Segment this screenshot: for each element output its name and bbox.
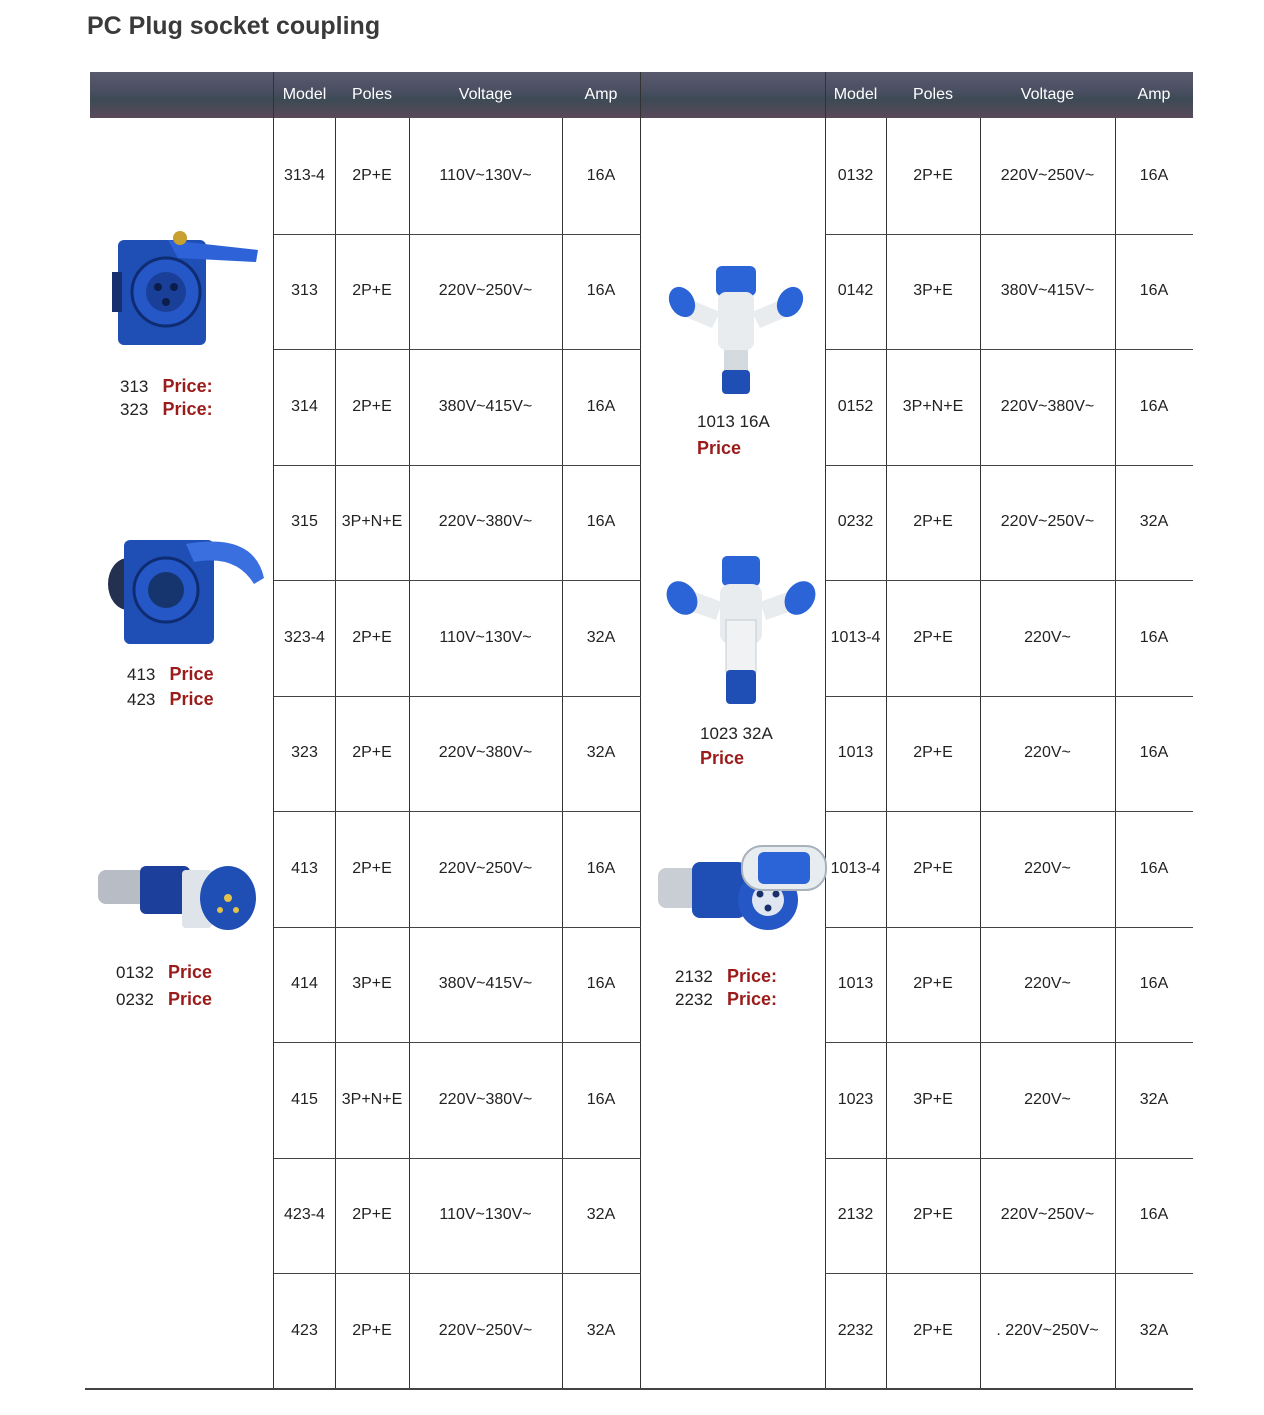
table-bottom-line	[85, 1388, 1193, 1390]
table-row-divider	[825, 927, 1193, 928]
right-cell-voltage: 220V~	[1024, 859, 1071, 877]
left-cell-model: 323	[291, 744, 318, 761]
table-row-divider	[274, 1158, 641, 1159]
right-cell-model: 0152	[837, 397, 874, 415]
left-cell-poles: 2P+E	[352, 628, 392, 646]
left-cell-model: 415	[291, 1090, 318, 1108]
right-cell-voltage: 220V~	[1024, 1090, 1071, 1108]
right-cell-amp: 16A	[1139, 282, 1169, 299]
right-cell-poles: 2P+E	[913, 513, 953, 530]
grid-vline	[640, 72, 641, 1388]
table-row-divider	[274, 580, 641, 581]
right-cell-model: 2232	[837, 1321, 874, 1339]
left-cell-voltage: 380V~415V~	[438, 975, 533, 992]
left-cell-poles: 2P+E	[352, 859, 392, 877]
right-cell-amp: 16A	[1139, 166, 1169, 184]
right-cell-amp: 16A	[1139, 975, 1169, 992]
left-cell-voltage: 110V~130V~	[439, 628, 532, 646]
left-cell-voltage: 220V~250V~	[438, 859, 533, 877]
header-poles-left: Poles	[351, 86, 393, 103]
table-row-divider	[825, 349, 1193, 350]
left-cell-model: 423	[291, 1321, 318, 1339]
right-cell-amp: 16A	[1139, 397, 1169, 415]
right-cell-model: 0142	[837, 282, 874, 299]
right-cell-voltage: 220V~250V~	[1000, 166, 1095, 184]
right-cell-voltage: . 220V~250V~	[996, 1321, 1099, 1339]
right-cell-amp: 32A	[1139, 1090, 1169, 1108]
right-cell-voltage: 220V~380V~	[1000, 397, 1095, 415]
left-cell-poles: 2P+E	[352, 397, 392, 415]
right-cell-poles: 2P+E	[913, 166, 953, 184]
right-cell-model: 1013	[837, 975, 874, 992]
right-cell-model: 1013-4	[830, 628, 881, 646]
left-cell-model: 423-4	[284, 1206, 325, 1223]
header-poles-right: Poles	[912, 86, 954, 103]
left-cell-poles: 2P+E	[352, 1321, 392, 1339]
header-voltage-left: Voltage	[458, 86, 513, 103]
table-row-divider	[825, 1273, 1193, 1274]
left-cell-poles: 2P+E	[352, 1206, 392, 1223]
product-caption-1023: 1023 32A Price	[700, 724, 773, 768]
right-cell-poles: 2P+E	[913, 1321, 953, 1339]
distributor-1023-image	[666, 554, 816, 710]
left-cell-amp: 16A	[586, 166, 616, 184]
right-cell-voltage: 220V~	[1024, 975, 1071, 992]
left-cell-voltage: 220V~380V~	[438, 744, 533, 761]
distributor-1013-image	[668, 262, 804, 398]
header-model-right: Model	[833, 86, 878, 103]
header-amp-right: Amp	[1137, 86, 1171, 103]
plug-0132-image	[96, 858, 260, 936]
right-cell-voltage: 220V~	[1024, 744, 1071, 761]
table-row-divider	[274, 1273, 641, 1274]
left-cell-amp: 16A	[586, 859, 616, 877]
right-cell-amp: 16A	[1139, 1206, 1169, 1223]
table-row-divider	[825, 811, 1193, 812]
right-cell-poles: 2P+E	[913, 628, 953, 646]
left-cell-model: 313-4	[284, 166, 325, 184]
right-cell-poles: 3P+N+E	[902, 397, 964, 415]
table-row-divider	[274, 927, 641, 928]
header-model-left: Model	[282, 86, 327, 103]
left-cell-poles: 3P+E	[352, 975, 392, 992]
product-caption-2132: 2132 Price: 2232 Price:	[675, 966, 778, 1009]
right-cell-voltage: 220V~250V~	[1000, 1206, 1095, 1223]
left-cell-amp: 32A	[586, 1206, 616, 1223]
left-cell-voltage: 380V~415V~	[438, 397, 533, 415]
right-cell-poles: 2P+E	[913, 859, 953, 877]
left-cell-poles: 3P+N+E	[341, 513, 403, 530]
product-caption-0132: 0132 Price 0232 Price	[116, 962, 213, 1009]
left-cell-voltage: 220V~250V~	[438, 1321, 533, 1339]
left-cell-amp: 32A	[586, 744, 616, 761]
right-cell-model: 1013	[837, 744, 874, 761]
right-cell-model: 1013-4	[830, 859, 881, 877]
table-row-divider	[274, 349, 641, 350]
header-voltage-right: Voltage	[1020, 86, 1075, 103]
left-cell-voltage: 220V~380V~	[438, 513, 533, 530]
right-cell-amp: 32A	[1139, 513, 1169, 530]
product-caption-313: 313 Price: 323 Price:	[120, 376, 213, 419]
right-cell-poles: 2P+E	[913, 744, 953, 761]
panel-socket-313-image	[108, 222, 268, 352]
left-cell-model: 413	[291, 859, 318, 877]
right-cell-amp: 16A	[1139, 744, 1169, 761]
right-cell-model: 2132	[837, 1206, 874, 1223]
right-cell-amp: 32A	[1139, 1321, 1169, 1339]
left-cell-model: 323-4	[284, 628, 325, 646]
right-cell-poles: 3P+E	[913, 282, 953, 299]
right-cell-voltage: 220V~	[1024, 628, 1071, 646]
product-caption-1013: 1013 16A Price	[697, 412, 770, 458]
left-cell-amp: 16A	[586, 282, 616, 299]
left-cell-amp: 16A	[586, 397, 616, 415]
left-cell-amp: 32A	[586, 1321, 616, 1339]
left-cell-poles: 3P+N+E	[341, 1090, 403, 1108]
left-cell-poles: 2P+E	[352, 166, 392, 184]
table-row-divider	[274, 1042, 641, 1043]
left-cell-amp: 16A	[586, 513, 616, 530]
left-cell-voltage: 110V~130V~	[439, 166, 532, 184]
table-row-divider	[825, 234, 1193, 235]
right-cell-model: 1023	[837, 1090, 874, 1108]
left-cell-model: 315	[291, 513, 318, 530]
left-cell-poles: 2P+E	[352, 282, 392, 299]
left-cell-voltage: 110V~130V~	[439, 1206, 532, 1223]
right-cell-model: 0232	[837, 513, 874, 530]
right-cell-model: 0132	[837, 166, 874, 184]
left-cell-model: 313	[291, 282, 318, 299]
left-cell-amp: 16A	[586, 975, 616, 992]
table-row-divider	[274, 811, 641, 812]
table-row-divider	[825, 696, 1193, 697]
right-cell-amp: 16A	[1139, 859, 1169, 877]
table-row-divider	[825, 1158, 1193, 1159]
table-row-divider	[274, 234, 641, 235]
right-cell-voltage: 380V~415V~	[1000, 282, 1095, 299]
left-cell-voltage: 220V~250V~	[438, 282, 533, 299]
left-cell-amp: 16A	[586, 1090, 616, 1108]
left-cell-amp: 32A	[586, 628, 616, 646]
page-title: PC Plug socket coupling	[87, 12, 381, 40]
left-cell-voltage: 220V~380V~	[438, 1090, 533, 1108]
coupler-2132-image	[656, 842, 828, 932]
table-row-divider	[825, 580, 1193, 581]
panel-socket-413-image	[104, 532, 268, 650]
left-cell-model: 314	[291, 397, 318, 415]
header-amp-left: Amp	[584, 86, 618, 103]
right-cell-voltage: 220V~250V~	[1000, 513, 1095, 530]
product-caption-413: 413 Price 423 Price	[127, 664, 214, 709]
table-row-divider	[825, 465, 1193, 466]
right-cell-poles: 3P+E	[913, 1090, 953, 1108]
table-row-divider	[274, 465, 641, 466]
left-cell-poles: 2P+E	[352, 744, 392, 761]
right-cell-amp: 16A	[1139, 628, 1169, 646]
table-row-divider	[825, 1042, 1193, 1043]
right-cell-poles: 2P+E	[913, 975, 953, 992]
table-row-divider	[274, 696, 641, 697]
right-cell-poles: 2P+E	[913, 1206, 953, 1223]
left-cell-model: 414	[291, 975, 318, 992]
